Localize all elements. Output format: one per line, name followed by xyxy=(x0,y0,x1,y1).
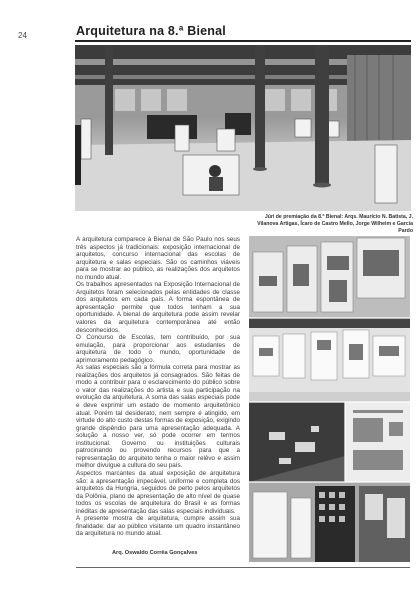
article-body xyxy=(76,236,240,538)
page-number: 24 xyxy=(18,31,27,40)
paragraph: Os trabalhos apresentados na Exposição Internacional de Arquitetos foram selecionados pelas entidades de classe dos arquitetos em cada país. A forma espontânea de apresentação permite que todos tenham a sua oportunidade. A bienal de arquitetura pode assim revelar valores da arquitetura contemporânea até então desconhecidos. xyxy=(76,281,240,334)
paragraph: As salas especiais são a fórmula correta para mostrar as realizações dos arquitetos já consagrados. São feitas de modo a contribuir para o esclarecimento do público sobre o valor das realizações do artista e sua participação na evolução da arquitetura. A soma das salas especiais pode e deve exprimir um estado de momento arquitetônico atual. Porém tal desiderato, nem sempre é atingido, em virtude do alto custo destas formas de exposição, exigindo grande dispêndio para uma apresentação adequada. A solução a nosso ver, só pode ocorrer em termos institucional. Governo ou instituições culturais patrocinando ou provendo recursos para que a representação do arquiteto tenha o maior relêvo e assim melhor divulgue a cultura do seu país. xyxy=(76,364,240,470)
bottom-rule xyxy=(76,567,410,568)
photo-caption: Júri de premiação da 8.ª Bienal: Arqs. Maurício N. Batista, J. Vilanova Artigas, Ícaro de Castro Mello, Jorge Wilheim e Garcia Pardo xyxy=(257,214,413,234)
paragraph: A presente mostra de arquitetura, cumpre assim sua finalidade: dar ao público visitante um quadro instantâneo da arquitetura no mundo atual. xyxy=(76,515,240,538)
author-signature: Arq. Oswaldo Corrêa Gonçalves xyxy=(112,550,198,556)
exhibition-hall-illustration xyxy=(75,45,411,211)
paragraph: A arquitetura comparece à Bienal de São Paulo nos seus três aspectos já tradicionais: exposição internacional de arquitetos, concurso internacional das escolas de arquitetura e salas especiais. São os caminhos viáveis para se mostrar ao público, as realizações dos arquitetos no mundo atual. xyxy=(76,236,240,281)
paragraph: Aspectos marcantes da atual exposição de arquitetura são: a apresentação impecável, uniforme e completa dos arquitetos da Hungria, seguidos de perto pelos arquitetos da Polônia, plano de apresentação de alto nível de quase todos os escolas de arquitetura do Brasil e as formas inéditas de apresentação das salas especiais individuais. xyxy=(76,469,240,515)
paragraph: O Concurso de Escolas, tem contribuído, por sua emulação, para proporcionar aos estudantes de arquitetura de todo o mundo, oportunidade de aprimoramento pedagógico. xyxy=(76,334,240,364)
exhibition-photo-collage xyxy=(249,236,410,562)
collage-illustration xyxy=(249,236,410,562)
title-rule xyxy=(75,40,411,42)
exhibition-hall-photo xyxy=(75,45,411,211)
page-title: Arquitetura na 8.ª Bienal xyxy=(76,24,226,38)
